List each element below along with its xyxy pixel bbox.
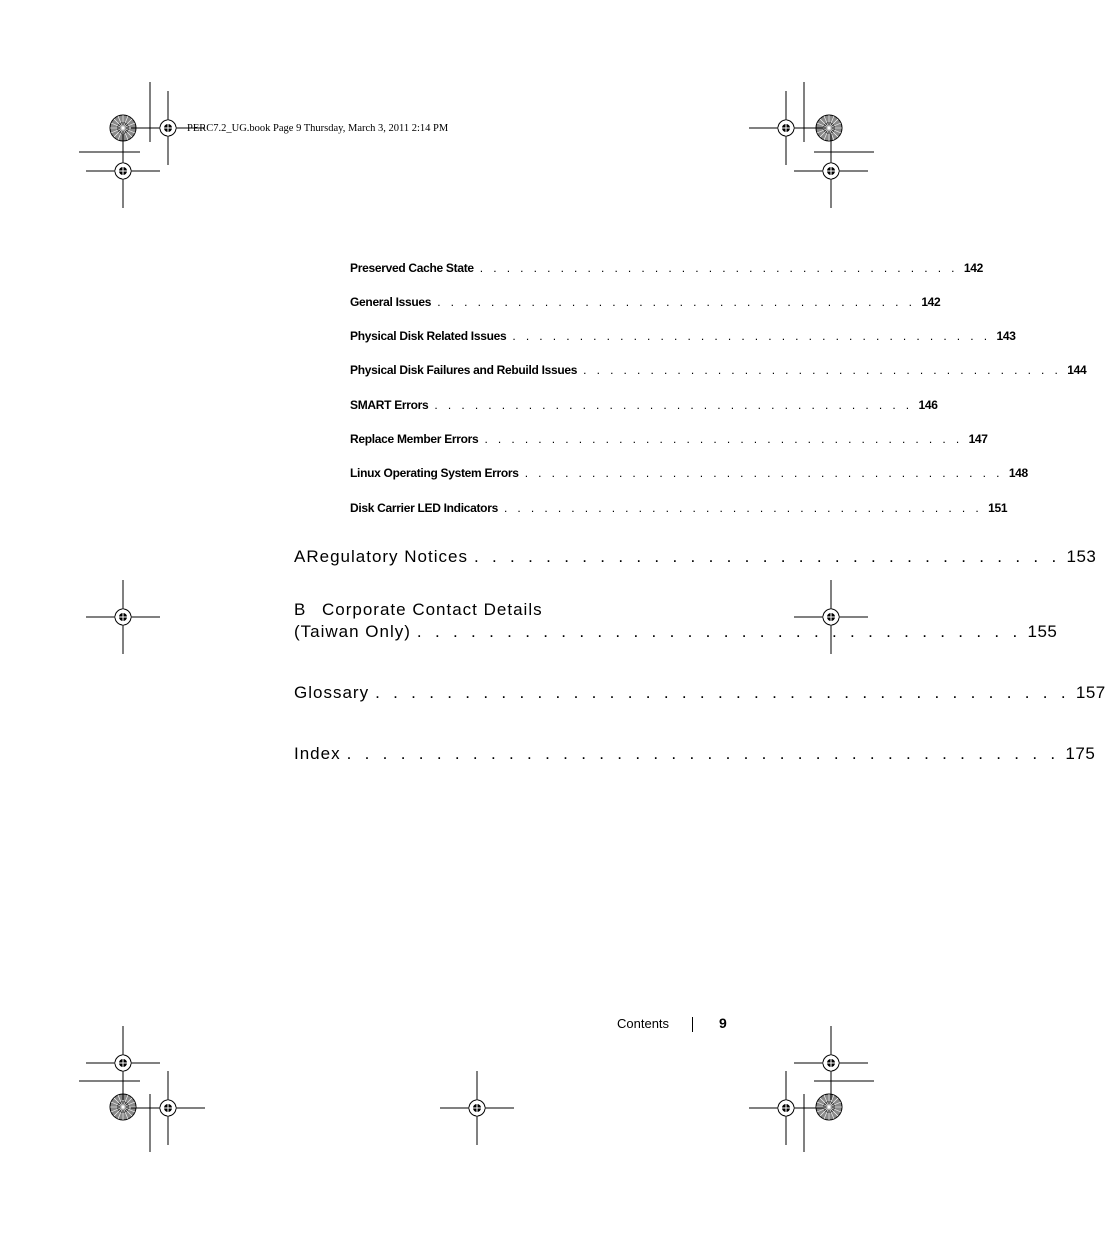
toc-entry-title: SMART Errors (350, 398, 429, 412)
appendix-letter: A (294, 547, 307, 566)
toc-entry-title: Index (294, 744, 341, 763)
toc-entry-page: 148 (1008, 466, 1028, 480)
leader-dots: . . . . . . . . . . . . . . . . . . . . . . . . . . . . . . . . . . (416, 622, 1022, 641)
toc-entry-title: Preserved Cache State (350, 261, 474, 275)
toc-entry-page: 157 (1075, 683, 1106, 702)
appendix-letter: B (294, 600, 307, 619)
toc-entry-title: Physical Disk Failures and Rebuild Issues (350, 363, 578, 377)
toc-entry-page: 142 (921, 295, 941, 309)
leader-dots: . . . . . . . . . . . . . . . . . . . . . . . . . . . . . . . . . . . . . . . (375, 683, 1070, 702)
footer-section-label: Contents (617, 1016, 670, 1031)
leader-dots: . . . . . . . . . . . . . . . . . . . . . . . . . . . . . . . . . . . . (583, 363, 1062, 377)
toc-glossary[interactable] (294, 683, 1106, 703)
toc-entry-title: Corporate Contact Details (322, 600, 543, 619)
toc-appendix-b-continued[interactable] (294, 622, 1058, 642)
toc-entry-title: General Issues (350, 295, 432, 309)
toc-entry-title: Disk Carrier LED Indicators (350, 501, 498, 515)
toc-appendix-a[interactable] (294, 547, 1097, 567)
toc-entry[interactable] (350, 432, 988, 446)
leader-dots: . . . . . . . . . . . . . . . . . . . . . . . . . . . . . . . . . . . . (503, 501, 983, 515)
leader-dots: . . . . . . . . . . . . . . . . . . . . . . . . . . . . . . . . . . . . (484, 432, 963, 446)
toc-entry-title: Linux Operating System Errors (350, 466, 519, 480)
toc-entry-page: 151 (988, 501, 1008, 515)
toc-entry[interactable] (350, 261, 984, 275)
leader-dots: . . . . . . . . . . . . . . . . . . . . . . . . . . . . . . . . . . . . (437, 295, 916, 309)
footer-divider (692, 1017, 693, 1032)
toc-entry[interactable] (350, 363, 1087, 377)
toc-entry[interactable] (350, 329, 1016, 343)
toc-entry-title: Physical Disk Related Issues (350, 329, 507, 343)
toc-entry-title: Glossary (294, 683, 370, 702)
leader-dots: . . . . . . . . . . . . . . . . . . . . . . . . . . . . . . . . . . . . . . . . (346, 744, 1060, 763)
toc-entry-page: 155 (1027, 622, 1058, 641)
print-slug: PERC7.2_UG.book Page 9 Thursday, March 3, 2011 2:14 PM (187, 123, 449, 134)
toc-entry[interactable] (350, 466, 1028, 480)
toc-entry-title: Replace Member Errors (350, 432, 479, 446)
toc-entry-page: 147 (968, 432, 988, 446)
footer-page-number: 9 (719, 1015, 727, 1031)
toc-appendix-b[interactable] (294, 600, 688, 620)
toc-entry[interactable] (350, 398, 938, 412)
toc-entry-page: 143 (996, 329, 1016, 343)
toc-entry-page: 144 (1067, 363, 1087, 377)
leader-dots: . . . . . . . . . . . . . . . . . . . . . . . . . . . . . . . . . (473, 547, 1061, 566)
leader-dots: . . . . . . . . . . . . . . . . . . . . . . . . . . . . . . . . . . . . (524, 466, 1003, 480)
toc-entry-title: Regulatory Notices (306, 547, 468, 566)
toc-entry-page: 146 (918, 398, 938, 412)
leader-dots: . . . . . . . . . . . . . . . . . . . . . . . . . . . . . . . . . . . . (434, 398, 913, 412)
leader-dots: . . . . . . . . . . . . . . . . . . . . . . . . . . . . . . . . . . . . (512, 329, 991, 343)
toc-entry[interactable] (350, 501, 1008, 515)
toc-index[interactable] (294, 744, 1096, 764)
toc-entry-page: 175 (1065, 744, 1096, 763)
toc-entry-title: (Taiwan Only) (294, 622, 411, 641)
leader-dots: . . . . . . . . . . . . . . . . . . . . . . . . . . . . . . . . . . . . (479, 261, 958, 275)
toc-entry-page: 142 (963, 261, 984, 275)
toc-entry[interactable] (350, 295, 941, 309)
toc-entry-page: 153 (1066, 547, 1097, 566)
